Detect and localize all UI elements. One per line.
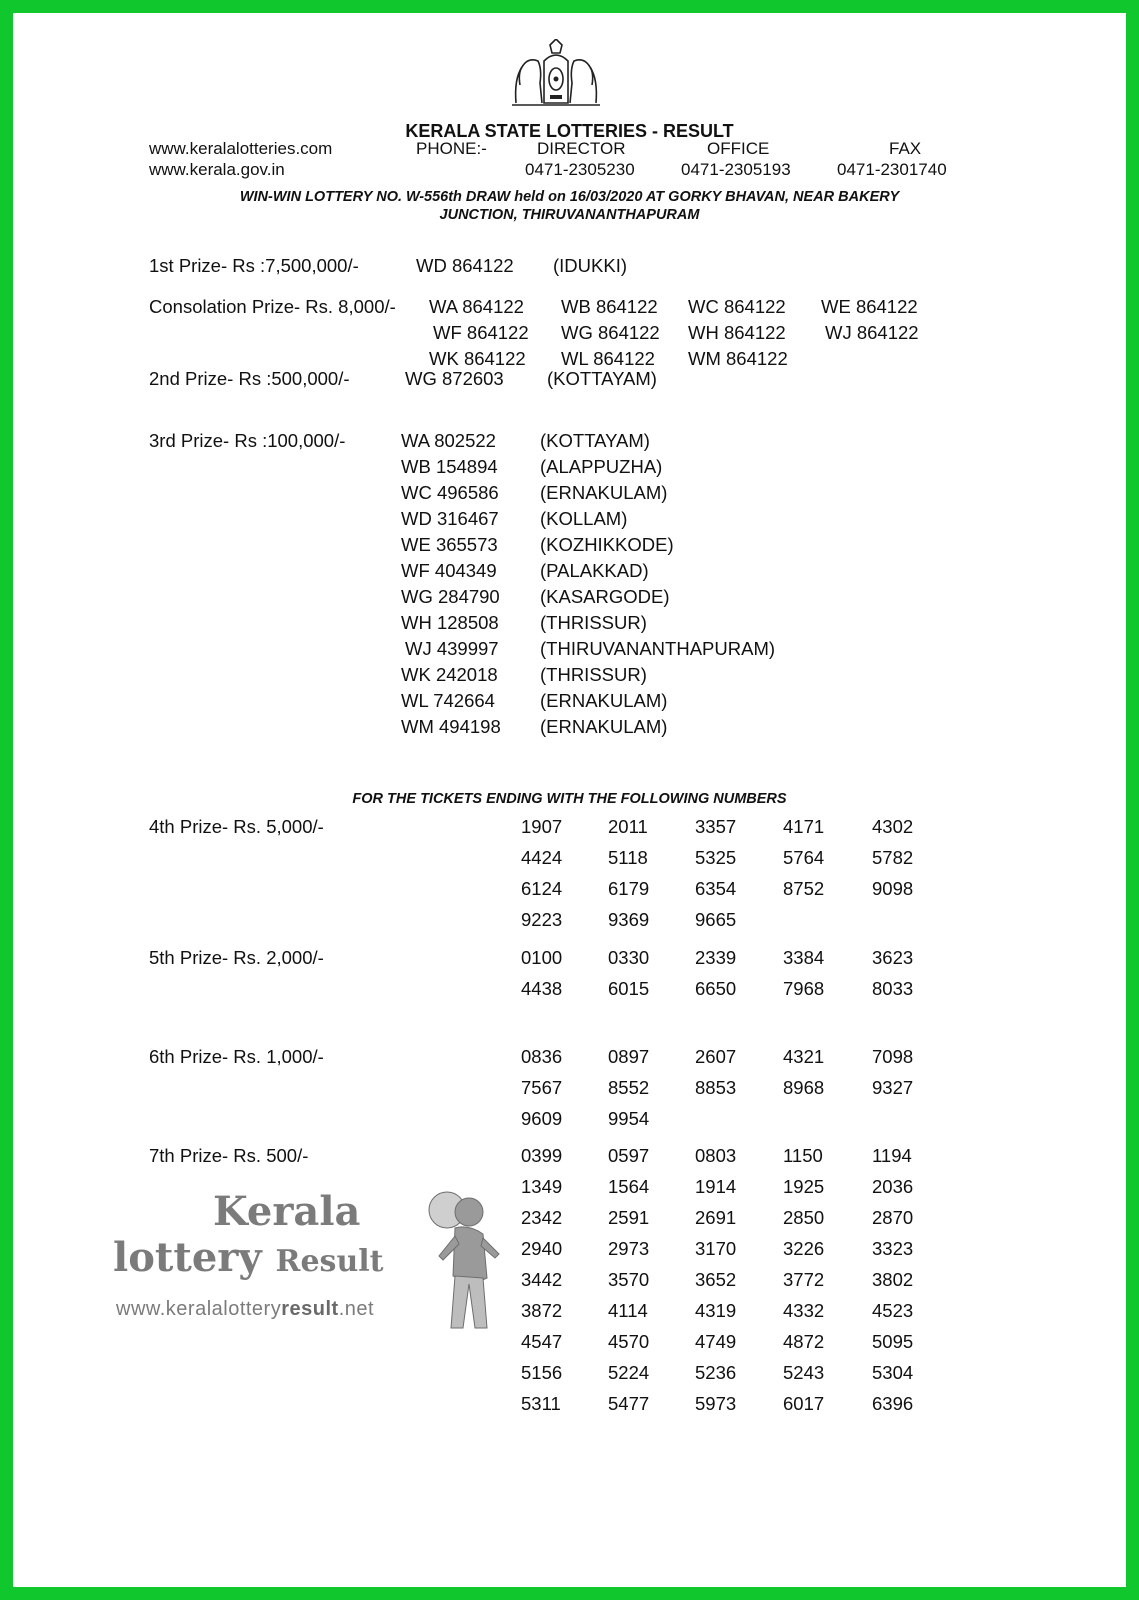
ticket-number: WM 864122 [688,348,788,369]
ending-number: 9609 [521,1108,563,1129]
ending-number: 0330 [608,947,650,968]
ending-number: 1907 [521,816,563,837]
ending-number: 9327 [872,1077,914,1098]
watermark-url [116,1298,374,1321]
prize-label: 4th Prize- Rs. 5,000/- [149,816,324,837]
ending-number: 5156 [521,1362,563,1383]
district: (KOTTAYAM) [547,368,657,389]
ending-number: 3802 [872,1269,914,1290]
prize-label: 1st Prize- Rs :7,500,000/- [149,255,359,276]
ending-number: 4570 [608,1331,650,1352]
ticket-number: WE 864122 [821,296,918,317]
ticket-number: WJ 864122 [825,322,919,343]
district: (THRISSUR) [540,612,647,633]
ending-number: 5973 [695,1393,737,1414]
ticket-number: WC 496586 [401,482,499,503]
ending-number: 1194 [872,1145,912,1166]
ending-number: 5243 [783,1362,825,1383]
ending-number: 6124 [521,878,563,899]
ending-number: 5224 [608,1362,650,1383]
director-phone: 0471-2305230 [525,160,635,179]
ticket-number: WJ 439997 [405,638,499,659]
district: (KOLLAM) [540,508,628,529]
ticket-number: WG 284790 [401,586,500,607]
ending-number: 6354 [695,878,737,899]
ticket-number: WL 742664 [401,690,495,711]
ending-number: 9098 [872,878,914,899]
ticket-number: WE 365573 [401,534,498,555]
prize-label: 3rd Prize- Rs :100,000/- [149,430,346,451]
ticket-number: WF 404349 [401,560,497,581]
ticket-number: WA 802522 [401,430,496,451]
ticket-number: WK 864122 [429,348,526,369]
district: (IDUKKI) [553,255,627,276]
mascot-icon [425,1188,505,1338]
ending-number: 1914 [695,1176,737,1197]
ending-number: 4321 [783,1046,825,1067]
ending-number: 1564 [608,1176,650,1197]
ending-number: 2339 [695,947,737,968]
ending-number: 5325 [695,847,737,868]
ending-number: 4114 [608,1300,648,1321]
result-sheet [13,13,1126,1587]
ending-number: 4171 [783,816,825,837]
fax-phone: 0471-2301740 [837,160,947,179]
ending-number: 0803 [695,1145,737,1166]
district: (THRISSUR) [540,664,647,685]
ending-number: 6017 [783,1393,825,1414]
ending-number: 0836 [521,1046,563,1067]
ending-number: 2973 [608,1238,650,1259]
ending-number: 4332 [783,1300,825,1321]
watermark-text: Result [275,1244,384,1279]
ending-number: 5477 [608,1393,650,1414]
ending-number: 5311 [521,1393,561,1414]
ticket-number: WL 864122 [561,348,655,369]
ending-number: 7567 [521,1077,563,1098]
phone-label: PHONE:- [416,139,487,158]
ending-number: 2011 [608,816,648,837]
ticket-number: WC 864122 [688,296,786,317]
ticket-number: WB 154894 [401,456,498,477]
watermark-logo [113,1188,513,1348]
office-phone: 0471-2305193 [681,160,791,179]
ending-number: 4438 [521,978,563,999]
ending-number: 3170 [695,1238,737,1259]
ending-number: 3772 [783,1269,825,1290]
district: (PALAKKAD) [540,560,649,581]
ending-note: FOR THE TICKETS ENDING WITH THE FOLLOWING NUMBERS [352,791,787,807]
district: (KOTTAYAM) [540,430,650,451]
ticket-number: WH 128508 [401,612,499,633]
ending-number: 1349 [521,1176,563,1197]
ending-number: 6179 [608,878,650,899]
ending-number: 8968 [783,1077,825,1098]
ending-number: 1925 [783,1176,825,1197]
watermark-url-part: result [281,1298,339,1320]
ticket-number: WA 864122 [429,296,524,317]
ending-number: 3623 [872,947,914,968]
watermark-url-part: .net [338,1298,375,1320]
ending-number: 6650 [695,978,737,999]
ending-number: 3442 [521,1269,563,1290]
ending-number: 2591 [608,1207,650,1228]
ticket-number: WD 864122 [416,255,514,276]
ending-number: 4523 [872,1300,914,1321]
prize-label: 2nd Prize- Rs :500,000/- [149,368,350,389]
ending-number: 9665 [695,909,737,930]
ending-number: 8033 [872,978,914,999]
ending-number: 1150 [783,1145,823,1166]
ending-number: 2870 [872,1207,914,1228]
ticket-number: WB 864122 [561,296,658,317]
watermark-url-part: www.keralalottery [116,1298,282,1320]
ending-number: 9954 [608,1108,650,1129]
page-title: KERALA STATE LOTTERIES - RESULT [405,121,734,141]
website-link: www.keralalotteries.com [149,139,333,158]
ending-number: 6015 [608,978,650,999]
district: (ERNAKULAM) [540,690,668,711]
website-link: www.kerala.gov.in [149,160,285,179]
ending-number: 4302 [872,816,914,837]
district: (THIRUVANANTHAPURAM) [540,638,776,659]
ending-number: 4749 [695,1331,737,1352]
ending-number: 7098 [872,1046,914,1067]
draw-info: WIN-WIN LOTTERY NO. W-556th DRAW held on 16/03/2020 AT GORKY BHAVAN, NEAR BAKERY [239,189,900,205]
ending-number: 8853 [695,1077,737,1098]
prize-label: 6th Prize- Rs. 1,000/- [149,1046,324,1067]
ending-number: 5118 [608,847,648,868]
watermark-text [113,1234,384,1281]
ending-number: 8552 [608,1077,650,1098]
ticket-number: WK 242018 [401,664,498,685]
kerala-emblem-icon [508,39,604,109]
ending-number: 5782 [872,847,914,868]
ending-number: 4872 [783,1331,825,1352]
ending-number: 3384 [783,947,825,968]
ending-number: 3226 [783,1238,825,1259]
ending-number: 0399 [521,1145,563,1166]
ending-number: 0100 [521,947,563,968]
district: (ALAPPUZHA) [540,456,663,477]
ending-number: 9369 [608,909,650,930]
ending-number: 2691 [695,1207,737,1228]
watermark-text: lottery [113,1234,262,1281]
prize-label: 5th Prize- Rs. 2,000/- [149,947,324,968]
ending-number: 0897 [608,1046,650,1067]
ending-number: 6396 [872,1393,914,1414]
ending-number: 5304 [872,1362,914,1383]
ticket-number: WD 316467 [401,508,499,529]
ending-number: 3872 [521,1300,563,1321]
watermark-text: Kerala [213,1188,361,1235]
ticket-number: WM 494198 [401,716,501,737]
office-label: OFFICE [707,139,770,158]
ticket-number: WF 864122 [433,322,529,343]
ending-number: 5236 [695,1362,737,1383]
fax-label: FAX [889,139,922,158]
prize-label: 7th Prize- Rs. 500/- [149,1145,309,1166]
ending-number: 2850 [783,1207,825,1228]
ending-number: 3652 [695,1269,737,1290]
prize-label: Consolation Prize- Rs. 8,000/- [149,296,396,317]
ending-number: 2036 [872,1176,914,1197]
ending-number: 7968 [783,978,825,999]
ticket-number: WH 864122 [688,322,786,343]
ending-number: 3323 [872,1238,914,1259]
ending-number: 8752 [783,878,825,899]
draw-info: JUNCTION, THIRUVANANTHAPURAM [439,207,700,223]
ending-number: 3570 [608,1269,650,1290]
district: (ERNAKULAM) [540,482,668,503]
ending-number: 5764 [783,847,825,868]
district: (ERNAKULAM) [540,716,668,737]
director-label: DIRECTOR [537,139,626,158]
ending-number: 2342 [521,1207,563,1228]
ticket-number: WG 872603 [405,368,504,389]
ending-number: 2940 [521,1238,563,1259]
ending-number: 4424 [521,847,563,868]
ending-number: 3357 [695,816,737,837]
ticket-number: WG 864122 [561,322,660,343]
ending-number: 9223 [521,909,563,930]
district: (KASARGODE) [540,586,670,607]
ending-number: 0597 [608,1145,650,1166]
ending-number: 5095 [872,1331,914,1352]
district: (KOZHIKKODE) [540,534,674,555]
ending-number: 4547 [521,1331,563,1352]
ending-number: 4319 [695,1300,737,1321]
ending-number: 2607 [695,1046,737,1067]
